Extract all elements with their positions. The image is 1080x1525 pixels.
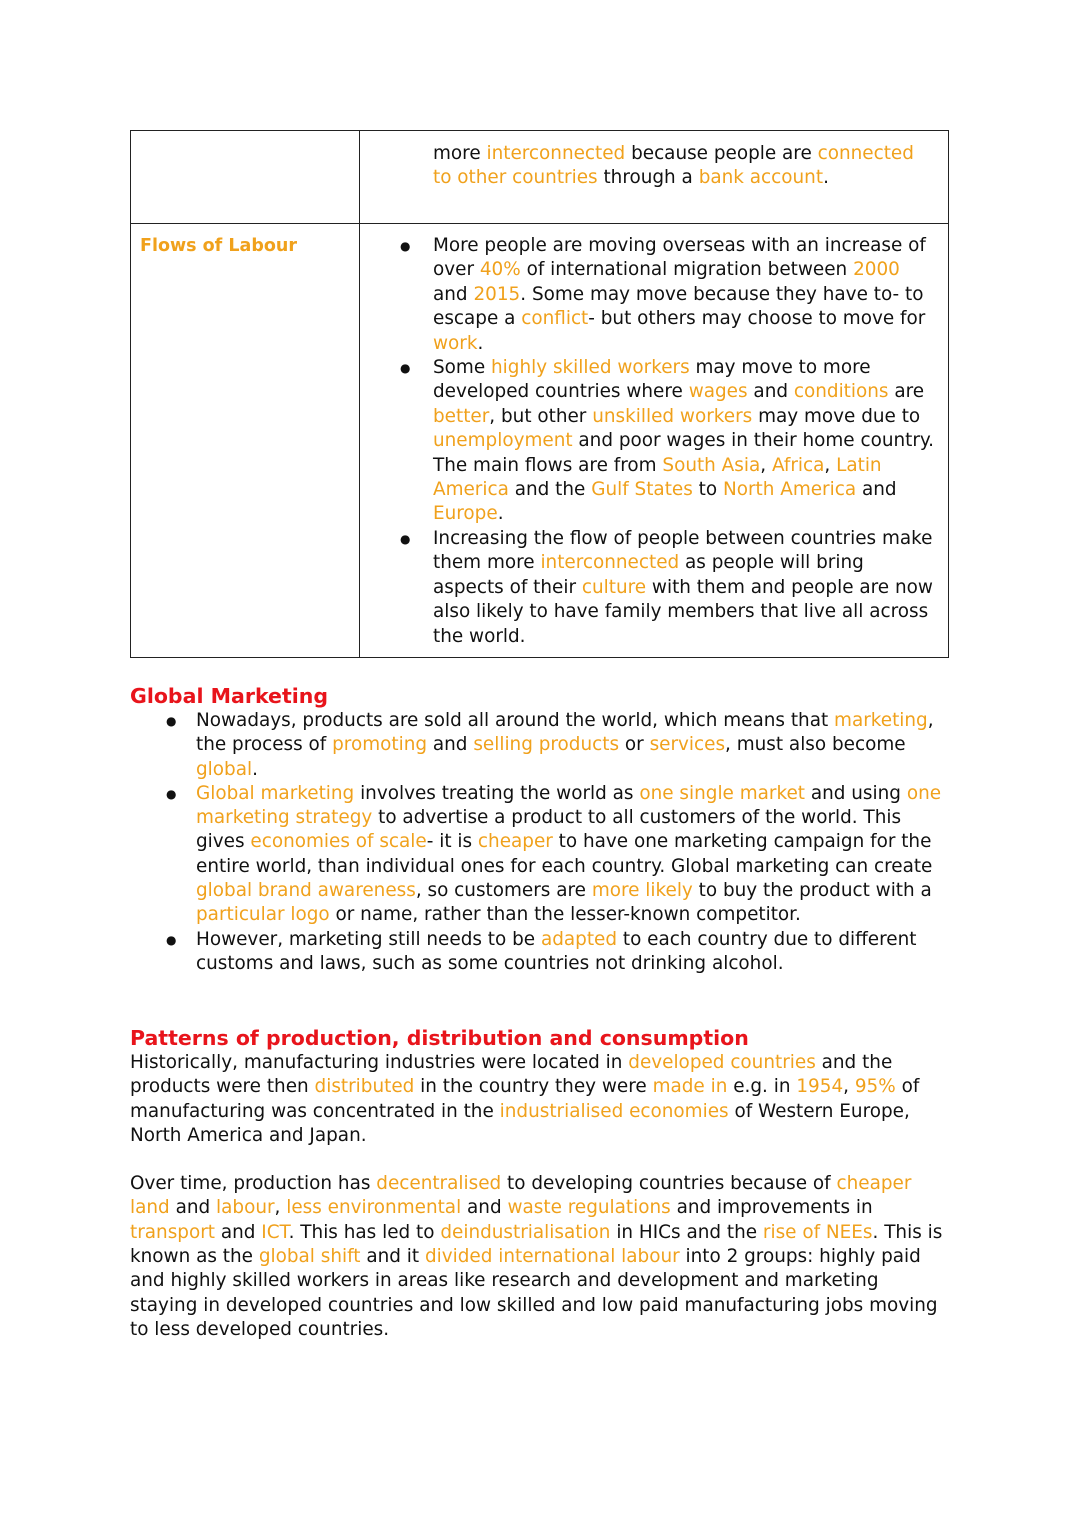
highlighted-term: conflict bbox=[521, 308, 589, 330]
global-marketing-section bbox=[130, 683, 950, 976]
highlighted-term: culture bbox=[581, 576, 647, 598]
global-marketing-heading: Global Marketing bbox=[130, 684, 329, 708]
highlighted-term: better bbox=[433, 405, 490, 427]
highlighted-term: labour bbox=[216, 1197, 275, 1219]
highlighted-term: North America bbox=[722, 479, 857, 501]
highlighted-term: 1954 bbox=[796, 1076, 844, 1098]
highlighted-term: South Asia bbox=[662, 454, 761, 476]
list-item: ● Increasing the flow of people between countries make them more interconnected as people will bring aspects of their culture with them and people are now also likely to have family members that live all across the world. bbox=[360, 527, 940, 649]
highlighted-term: rise of NEEs bbox=[762, 1221, 873, 1243]
highlighted-term: less environmental bbox=[286, 1197, 462, 1219]
highlighted-term: 2000 bbox=[853, 259, 900, 281]
highlighted-term: Europe bbox=[433, 503, 498, 525]
highlighted-term: one single market bbox=[639, 782, 805, 804]
highlighted-term: unskilled workers bbox=[592, 405, 753, 427]
highlighted-term: made in bbox=[652, 1076, 728, 1098]
patterns-heading: Patterns of production, distribution and consumption bbox=[130, 1026, 749, 1050]
list-item: ● Global marketing involves treating the world as one single market and using one marketing strategy to advertise a product to all customers of the world. This gives economies of scale- it is cheaper to have one marketing campaign for the entire world, than individual ones for each country. Global marketing can create global brand awareness, so customers are more likely to buy the product with a particular logo or name, rather than the lesser-known competitor. bbox=[130, 782, 950, 928]
highlighted-term: highly skilled workers bbox=[491, 357, 690, 379]
highlighted-term: unemployment bbox=[433, 430, 573, 452]
global-marketing-list bbox=[130, 709, 950, 976]
flows-of-labour-list bbox=[360, 234, 940, 649]
patterns-section bbox=[130, 1025, 950, 1342]
highlighted-term: promoting bbox=[332, 734, 428, 756]
highlighted-term: work bbox=[433, 332, 478, 354]
patterns-paragraph-1: Historically, manufacturing industries were located in developed countries and the products were then distributed in the country they were made in e.g. in 1954, 95% of manufacturing was concentrated in the industrialised economies of Western Europe, North America and Japan. bbox=[130, 1052, 920, 1146]
table-row bbox=[131, 131, 949, 224]
highlighted-term: economies of scale bbox=[250, 831, 427, 853]
highlighted-term: waste regulations bbox=[507, 1197, 671, 1219]
table-cell-label bbox=[131, 131, 360, 224]
highlighted-term: Gulf States bbox=[591, 479, 693, 501]
table-cell-content bbox=[360, 224, 949, 658]
highlighted-term: interconnected bbox=[486, 143, 626, 164]
highlighted-term: ICT bbox=[261, 1221, 289, 1243]
highlighted-term: global bbox=[196, 758, 253, 780]
list-item: ● More people are moving overseas with an increase of over 40% of international migration between 2000 and 2015. Some may move because they have to- to escape a conflict- but others may choose to move for work. bbox=[360, 234, 940, 356]
row1-text: more interconnected because people are connected to other countries through a bank account. bbox=[433, 143, 914, 189]
flows-of-labour-label: Flows of Labour bbox=[140, 236, 297, 256]
highlighted-term: Latin America bbox=[433, 454, 882, 501]
highlighted-term: one marketing strategy bbox=[196, 782, 942, 829]
highlighted-term: 40% bbox=[479, 259, 521, 281]
highlighted-term: selling products bbox=[473, 734, 620, 756]
highlighted-term: developed countries bbox=[628, 1052, 816, 1073]
highlighted-term: services bbox=[649, 734, 726, 756]
highlighted-term: cheaper bbox=[477, 831, 553, 853]
table-cell-label bbox=[131, 224, 360, 658]
list-item: ● Nowadays, products are sold all around the world, which means that marketing, the process of promoting and selling products or services, must also become global. bbox=[130, 709, 950, 782]
highlighted-term: distributed bbox=[314, 1076, 415, 1098]
highlighted-term: global brand awareness bbox=[196, 880, 416, 902]
highlighted-term: cheaper land bbox=[130, 1173, 912, 1219]
highlighted-term: divided international labour bbox=[424, 1246, 680, 1268]
list-item: ● Some highly skilled workers may move to more developed countries where wages and conditions are better, but other unskilled workers may move due to unemployment and poor wages in their home country. The main flows are from South Asia, Africa, Latin America and the Gulf States to North America and Europe. bbox=[360, 356, 940, 527]
highlighted-term: marketing bbox=[834, 710, 928, 731]
highlighted-term: 95% bbox=[854, 1076, 896, 1098]
topic-table bbox=[130, 130, 949, 658]
highlighted-term: Global marketing bbox=[196, 782, 355, 804]
highlighted-term: conditions bbox=[793, 381, 889, 403]
highlighted-term: particular logo bbox=[196, 904, 330, 926]
patterns-paragraph-2: Over time, production has decentralised to developing countries because of cheaper land and labour, less environmental and waste regulations and improvements in transport and ICT. This has led to deindustrialisation in HICs and the rise of NEEs. This is known as the global shift and it divided international labour into 2 groups: highly paid and highly skilled workers in areas like research and development and marketing staying in developed countries and low skilled and low paid manufacturing jobs moving to less developed countries. bbox=[130, 1173, 943, 1340]
highlighted-term: wages bbox=[688, 381, 748, 403]
list-item: ● However, marketing still needs to be adapted to each country due to different customs and laws, such as some countries not drinking alcohol. bbox=[130, 928, 950, 977]
highlighted-term: global shift bbox=[258, 1246, 361, 1268]
table-cell-content bbox=[360, 131, 949, 224]
highlighted-term: transport bbox=[130, 1221, 215, 1243]
highlighted-term: 2015 bbox=[473, 283, 521, 305]
highlighted-term: adapted bbox=[540, 928, 618, 950]
highlighted-term: connected to other countries bbox=[433, 143, 914, 189]
table-row bbox=[131, 224, 949, 658]
highlighted-term: interconnected bbox=[540, 552, 680, 574]
highlighted-term: bank account bbox=[698, 167, 824, 189]
highlighted-term: decentralised bbox=[376, 1173, 502, 1195]
highlighted-term: industrialised economies bbox=[499, 1100, 729, 1122]
highlighted-term: more likely bbox=[591, 880, 693, 902]
highlighted-term: Africa bbox=[771, 454, 825, 476]
highlighted-term: deindustrialisation bbox=[440, 1221, 611, 1243]
